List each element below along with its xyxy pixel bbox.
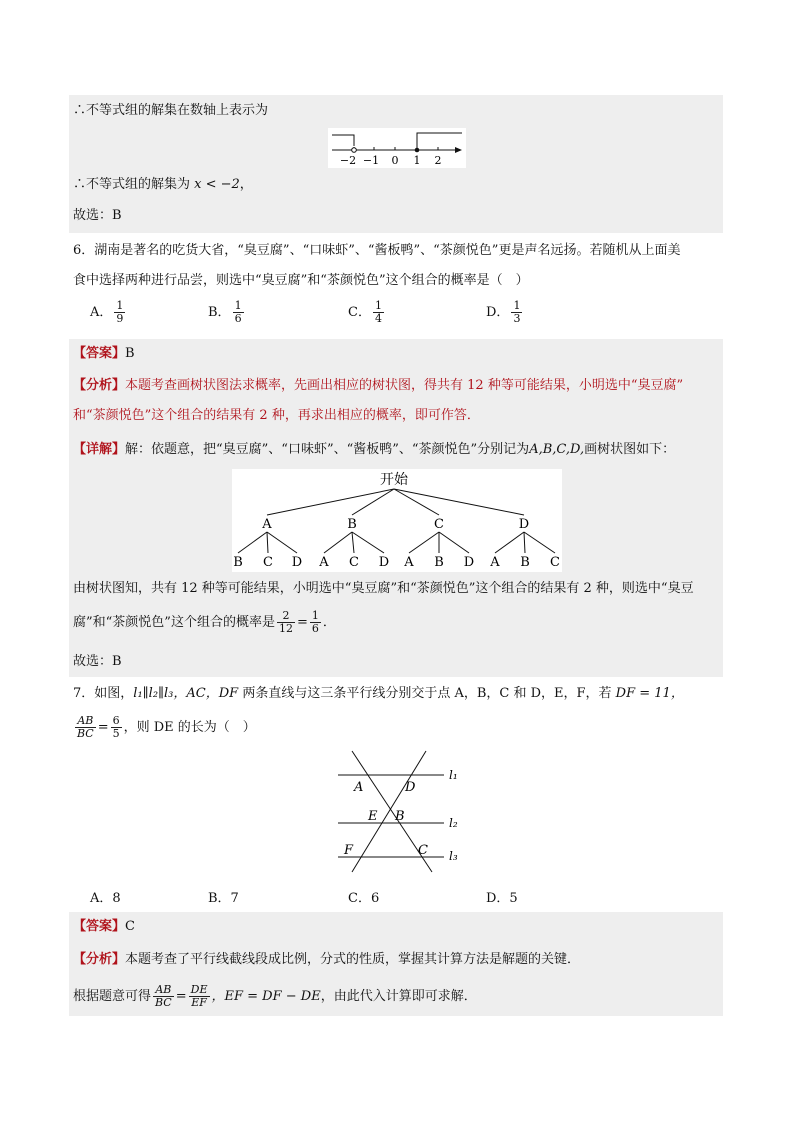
method-mid: ，EF = DF − DE bbox=[211, 989, 321, 1004]
number-line-figure bbox=[328, 128, 466, 168]
method-fraction: $\frac{DE}{EF}$ bbox=[190, 983, 208, 1009]
tree-node-l2: D bbox=[463, 555, 475, 570]
q7-option-d: D．5 bbox=[486, 891, 518, 906]
tree-node-l2: B bbox=[233, 555, 243, 570]
prev-line1: ∴不等式组的解集在数轴上表示为 bbox=[73, 103, 269, 118]
label-l2: l₂ bbox=[449, 816, 458, 830]
method-fraction: $\frac{AB}{BC}$ bbox=[155, 983, 172, 1009]
method-eq: = bbox=[175, 989, 187, 1004]
detail-text: 解：依题意，把“臭豆腐”、“口味虾”、“酱板鸭”、“茶颜悦色”分别记为 bbox=[125, 442, 530, 457]
q7-stem-prefix: 7．如图， bbox=[73, 686, 134, 701]
q6-conclusion-line2 bbox=[73, 610, 336, 635]
option-label: B． bbox=[208, 305, 231, 320]
q7-option-b: B．7 bbox=[208, 891, 239, 906]
tree-node-l2: C bbox=[349, 555, 359, 570]
prev-line2 bbox=[73, 176, 253, 194]
label-E: E bbox=[368, 809, 378, 824]
q6-option-a bbox=[90, 300, 127, 325]
prev-line2-suffix: ， bbox=[239, 177, 253, 192]
label-l1: l₁ bbox=[449, 768, 458, 782]
detail-tag: 【详解】 bbox=[73, 442, 126, 457]
tick-label: 1 bbox=[413, 154, 421, 167]
q7-stem-line2 bbox=[73, 715, 256, 740]
tree-node-l2: B bbox=[434, 555, 444, 570]
answer-value: C bbox=[125, 919, 135, 934]
tick-label: −1 bbox=[362, 154, 380, 167]
q7-stem-line1 bbox=[73, 685, 684, 703]
option-label: C． bbox=[348, 305, 371, 320]
q7-option-a: A．8 bbox=[90, 891, 121, 906]
label-B: B bbox=[395, 809, 405, 824]
label-C: C bbox=[418, 843, 428, 858]
q6-conclusion-line1: 由树状图知，共有 12 种等可能结果，小明选中“臭豆腐”和“茶颜悦色”这个组合的结果有 2 种，则选中“臭豆 bbox=[73, 581, 694, 596]
option-label: D． bbox=[486, 305, 510, 320]
label-l3: l₃ bbox=[449, 849, 458, 863]
q7-condition: DF = 11， bbox=[615, 686, 684, 701]
prev-line2-prefix: ∴不等式组的解集为 bbox=[73, 177, 195, 192]
tree-node-l1: C bbox=[434, 517, 444, 532]
q7-method bbox=[73, 984, 477, 1009]
tree-node-l2: B bbox=[520, 555, 530, 570]
q6-choice: 故选：B bbox=[73, 654, 122, 669]
method-prefix: 根据题意可得 bbox=[73, 989, 152, 1004]
q7-stem-rest: 两条直线与这三条平行线分别交于点 A，B，C 和 D，E，F，若 bbox=[238, 686, 616, 701]
q6-option-d bbox=[486, 300, 524, 325]
tree-node-l1: D bbox=[518, 517, 530, 532]
conclusion-fraction: $\frac{1}{6}$ bbox=[311, 609, 319, 635]
tree-node-l2: D bbox=[291, 555, 303, 570]
q7-stem-suffix: ，则 DE 的长为（ ） bbox=[123, 720, 256, 735]
q6-stem-line1: 6．湖南是著名的吃货大省，“臭豆腐”、“口味虾”、“酱板鸭”、“茶颜悦色”更是声名远扬。若随机从上面美 bbox=[73, 243, 681, 258]
answer-value: B bbox=[125, 346, 135, 361]
q7-analysis bbox=[73, 951, 580, 969]
option-fraction: $\frac{1}{4}$ bbox=[374, 299, 382, 325]
tree-node-l2: D bbox=[378, 555, 390, 570]
conclusion-end: ． bbox=[322, 615, 336, 630]
q6-stem-line2: 食中选择两种进行品尝，则选中“臭豆腐”和“茶颜悦色”这个组合的概率是（ ） bbox=[73, 273, 529, 288]
tree-diagram bbox=[232, 469, 562, 572]
q7-answer bbox=[73, 918, 135, 936]
q6-option-c bbox=[348, 300, 386, 325]
tree-node-l1: A bbox=[262, 517, 272, 532]
tree-node-l2: C bbox=[263, 555, 273, 570]
option-label: A． bbox=[90, 305, 113, 320]
q7-ratio-fraction: $\frac{AB}{BC}$ bbox=[77, 714, 94, 740]
q6-analysis-line2: 和“茶颜悦色”这个组合的结果有 2 种，再求出相应的概率，即可作答． bbox=[73, 408, 480, 423]
q7-lines-ac-df: AC，DF bbox=[186, 686, 239, 701]
detail-math: A,B,C,D, bbox=[529, 442, 585, 457]
tree-node-l2: A bbox=[490, 555, 500, 570]
tree-root: 开始 bbox=[380, 472, 408, 488]
q6-analysis-line1 bbox=[73, 377, 683, 395]
conclusion-fraction: $\frac{2}{12}$ bbox=[278, 609, 293, 635]
label-F: F bbox=[344, 843, 354, 858]
prev-choice: 故选：B bbox=[73, 208, 122, 223]
conclusion-eq: = bbox=[296, 615, 308, 630]
option-fraction: $\frac{1}{3}$ bbox=[513, 299, 521, 325]
q7-parallel-lines: l₁∥l₂∥l₃， bbox=[133, 686, 187, 701]
tree-node-l2: A bbox=[404, 555, 414, 570]
label-A: A bbox=[354, 780, 364, 795]
parallel-lines-figure bbox=[332, 746, 466, 876]
answer-tag: 【答案】 bbox=[73, 919, 126, 934]
conclusion-text: 腐”和“茶颜悦色”这个组合的概率是 bbox=[73, 615, 275, 630]
q7-ratio-eq: = bbox=[97, 720, 109, 735]
tree-node-l2: A bbox=[319, 555, 329, 570]
q6-option-b bbox=[208, 300, 246, 325]
tick-label: 2 bbox=[434, 154, 442, 167]
tree-node-l2: C bbox=[550, 555, 560, 570]
tick-label: −2 bbox=[339, 154, 357, 167]
answer-tag: 【答案】 bbox=[73, 346, 126, 361]
tree-node-l1: B bbox=[347, 517, 357, 532]
q6-answer bbox=[73, 345, 135, 363]
option-fraction: $\frac{1}{6}$ bbox=[234, 299, 242, 325]
method-end: ，由此代入计算即可求解． bbox=[320, 989, 477, 1004]
analysis-tag: 【分析】 bbox=[73, 952, 126, 967]
analysis-text: 本题考查了平行线截线段成比例，分式的性质，掌握其计算方法是解题的关键． bbox=[125, 952, 581, 967]
q6-detail-line1 bbox=[73, 441, 675, 459]
option-fraction: $\frac{1}{9}$ bbox=[116, 299, 124, 325]
label-D: D bbox=[405, 780, 416, 795]
q7-option-c: C．6 bbox=[348, 891, 380, 906]
analysis-text: 本题考查画树状图法求概率，先画出相应的树状图，得共有 12 种等可能结果，小明选中“臭豆腐” bbox=[125, 378, 684, 393]
analysis-tag: 【分析】 bbox=[73, 378, 126, 393]
q7-ratio-value: $\frac{6}{5}$ bbox=[112, 714, 120, 740]
tick-label: 0 bbox=[391, 154, 399, 167]
detail-suffix: 画树状图如下： bbox=[584, 442, 676, 457]
prev-line2-math: x < −2 bbox=[194, 177, 240, 192]
